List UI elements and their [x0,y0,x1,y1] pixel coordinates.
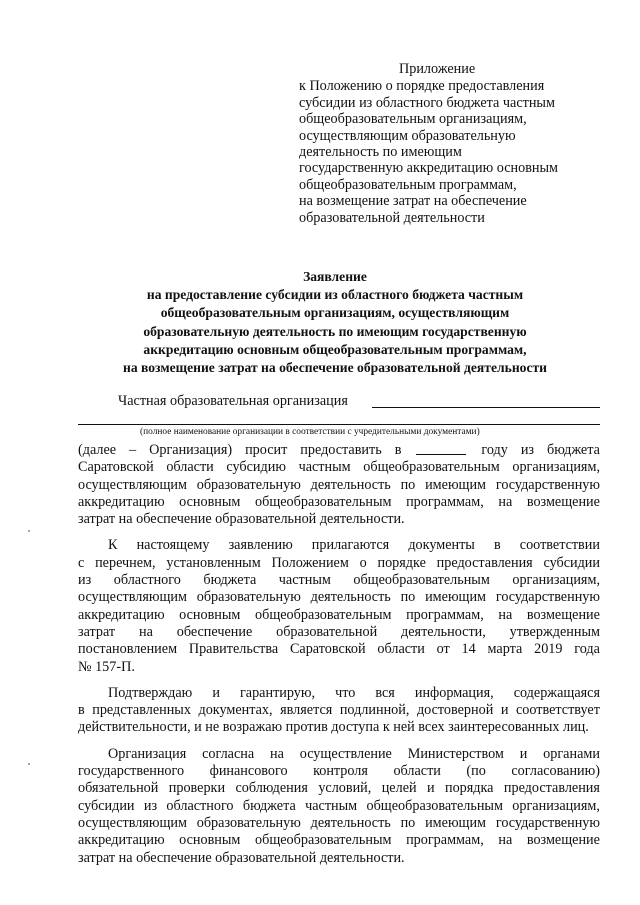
text-word: из [78,572,92,589]
text-word: утвержденным [509,623,600,640]
text-word: областного [113,572,181,589]
text-word: перечнем, [95,554,156,571]
text-word: возмещение [526,493,600,510]
text-word: организациям, [512,572,600,589]
text-word: информация, [414,684,494,701]
text-line [78,589,600,606]
text-word: общеобразовательным [353,572,490,589]
text-line [78,477,600,494]
organization-name-rule [78,424,600,425]
text-word: Саратовской [78,459,154,476]
text-word: частным [305,797,358,814]
text-word: по [400,814,416,831]
text-word: программам, [406,832,484,849]
text-line: № 157-П. [78,658,135,675]
text-line: затрат на обеспечение образовательной деятельности. [78,511,405,528]
text-word: К [108,537,118,554]
text-word: частным [278,572,331,589]
text-word: от [436,641,450,658]
text-line [78,537,600,554]
title-line: на предоставление субсидии из областного бюджета частным [146,287,524,303]
text-word: имеющим [425,476,487,493]
text-word: что [335,684,356,701]
appendix-line: на возмещение затрат на обеспечение [299,193,527,210]
text-word: организациям, [512,797,600,814]
text-word: в [78,702,85,719]
text-word: программам, [406,493,484,510]
text-word: предоставления [436,554,533,571]
text-word: подлинной, [339,702,410,719]
text-word: является [280,702,333,719]
year-blank [416,442,466,455]
text-word: общеобразовательным [255,832,392,849]
text-word: года [574,641,600,658]
text-word: документах, [198,702,273,719]
text-word: соответствует [516,702,600,719]
text-word: осуществляющим [78,814,187,831]
text-word: области [393,763,441,780]
text-word: бюджета [547,442,600,458]
text-word: предоставить [300,442,382,458]
appendix-block [299,61,599,226]
text-word: возмещение [526,832,600,849]
text-word: осуществляющим [78,476,187,493]
text-word: предоставления [503,780,600,797]
text-word: обязательной [78,780,159,797]
text-word: бюджета [242,797,296,814]
text-word: общеобразовательным [255,606,392,623]
text-word: документы [408,537,475,554]
text-word: Подтверждаю [108,684,193,701]
text-word: деятельность [310,589,391,606]
text-word: деятельности, [401,623,486,640]
text-word: условий, [318,780,372,797]
paragraph-confirmation [78,685,600,737]
text-word: аккредитацию [78,606,165,623]
text-word: согласна [202,745,255,762]
text-word: имеющим [425,589,487,606]
appendix-line: государственную аккредитацию основным [299,160,558,177]
text-word: в [394,442,402,458]
text-word: постановлением [78,641,178,658]
text-line [78,798,600,815]
text-word: проверки [168,780,226,797]
text-line [78,685,600,702]
text-word: по [400,476,416,493]
text-word: образовательную [196,476,301,493]
text-word: году [481,442,508,458]
text-word: Министерством [407,745,504,762]
text-word: организациям, [512,459,600,476]
text-line [78,832,600,849]
organization-caption: (полное наименование организации в соответствии с учредительными документами) [140,427,480,437]
text-word: и [500,702,509,719]
text-line [78,746,600,763]
title-line: аккредитацию основным общеобразовательным программам, [143,341,527,357]
text-word: представленных [92,702,191,719]
text-word: (по [466,763,486,780]
text-word: соблюдения [235,780,308,797]
text-word: субсидии [543,554,600,571]
text-word: по [400,589,416,606]
text-word: области [166,459,214,476]
text-word: Организация [108,745,187,762]
title-line: общеобразовательным организациям, осуществляющим [160,305,510,321]
text-word: содержащаяся [513,684,600,701]
text-word: Положением [271,554,349,571]
text-word: деятельность [310,814,391,831]
text-word: гарантирую, [239,684,316,701]
organization-name-blank [372,407,600,408]
text-word: осуществление [299,745,392,762]
paragraph-consent [78,746,600,867]
text-word: аккредитацию [78,832,165,849]
text-word: контроля [313,763,368,780]
organization-label: Частная образовательная организация [118,393,348,409]
text-word: государственную [495,476,600,493]
text-word: согласованию) [511,763,600,780]
text-word: на [138,623,153,640]
text-word: заявлению [228,537,293,554]
text-word: субсидию [226,459,286,476]
text-word: настоящему [136,537,210,554]
text-word: деятельность [310,476,391,493]
text-word: общеобразовательным [255,493,392,510]
appendix-line: общеобразовательным организациям, [299,111,527,128]
text-word: государственную [495,589,600,606]
text-word: общеобразовательным [363,459,500,476]
text-word: образовательной [276,623,378,640]
text-word: возмещение [526,606,600,623]
paragraph-request [78,442,600,528]
text-word: установленным [166,554,261,571]
text-word: общеобразовательным [366,797,503,814]
text-word: на [270,745,284,762]
text-word: на [498,832,513,849]
text-word: Саратовской [289,641,366,658]
text-word: и [426,780,435,797]
text-word: бюджета [203,572,257,589]
text-line [78,702,600,719]
text-word: основным [179,832,241,849]
text-line [78,624,600,641]
text-line [78,815,600,832]
document-title [70,268,600,377]
text-word: соответствии [519,537,600,554]
text-word: вся [375,684,395,701]
text-line [78,641,600,658]
text-word: и [519,745,528,762]
text-word: органами [543,745,600,762]
text-word: 2019 [534,641,563,658]
scan-speck [28,530,30,532]
text-word: государственную [495,814,600,831]
text-word: из [520,442,535,458]
text-word: образовательную [196,814,301,831]
text-word: с [78,554,85,571]
text-word: субсидии [78,797,135,814]
appendix-line: субсидии из областного бюджета частным [299,94,555,111]
text-line [78,494,600,511]
text-word: – [129,442,137,458]
scan-speck [28,763,30,765]
text-line [78,763,600,780]
text-line [78,442,600,459]
text-line: действительности, и не возражаю против доступа к ней всех заинтересованных лиц. [78,719,589,736]
text-word: порядке [377,554,426,571]
text-line: затрат на обеспечение образовательной деятельности. [78,849,405,866]
text-word: осуществляющим [78,589,187,606]
text-word: Организация) [149,442,233,458]
text-word: из [143,797,158,814]
text-word: частным [298,459,351,476]
paragraph-attachments [78,537,600,675]
text-word: (далее [78,442,117,458]
document-body [78,442,600,876]
appendix-line: образовательной деятельности [299,209,485,226]
text-word: и [212,684,220,701]
text-word: в [493,537,501,554]
title-heading: Заявление [303,269,367,284]
appendix-title: Приложение [399,61,476,77]
text-word: областного [166,797,234,814]
text-word: затрат [78,623,116,640]
appendix-line: осуществляющим образовательную [299,127,516,144]
text-word: на [498,606,513,623]
text-line [78,459,600,476]
appendix-line: к Положению о порядке предоставления [299,78,545,95]
text-word: Правительства [188,641,279,658]
text-word: марта [487,641,523,658]
text-line [78,555,600,572]
text-line [78,607,600,624]
text-word: о [359,554,367,571]
text-word: достоверной [416,702,494,719]
title-line: образовательную деятельность по имеющим государственную [143,323,527,339]
text-word: аккредитацию [78,493,165,510]
title-line: на возмещение затрат на обеспечение образовательной деятельности [122,360,547,376]
text-word: 14 [461,641,476,658]
text-word: обеспечение [176,623,253,640]
text-line [78,572,600,589]
text-line [78,780,600,797]
appendix-line: общеобразовательным программам, [299,176,517,193]
text-word: порядка [444,780,494,797]
text-word: образовательную [196,589,301,606]
text-word: просит [245,442,288,458]
text-word: финансового [209,763,288,780]
text-word: имеющим [425,814,487,831]
text-word: на [498,493,513,510]
text-word: программам, [406,606,484,623]
appendix-line: деятельность по имеющим [299,144,462,161]
text-word: основным [179,606,241,623]
text-word: основным [179,493,241,510]
text-word: области [377,641,425,658]
text-word: государственного [78,763,185,780]
text-word: целей [381,780,417,797]
text-word: прилагаются [311,537,390,554]
